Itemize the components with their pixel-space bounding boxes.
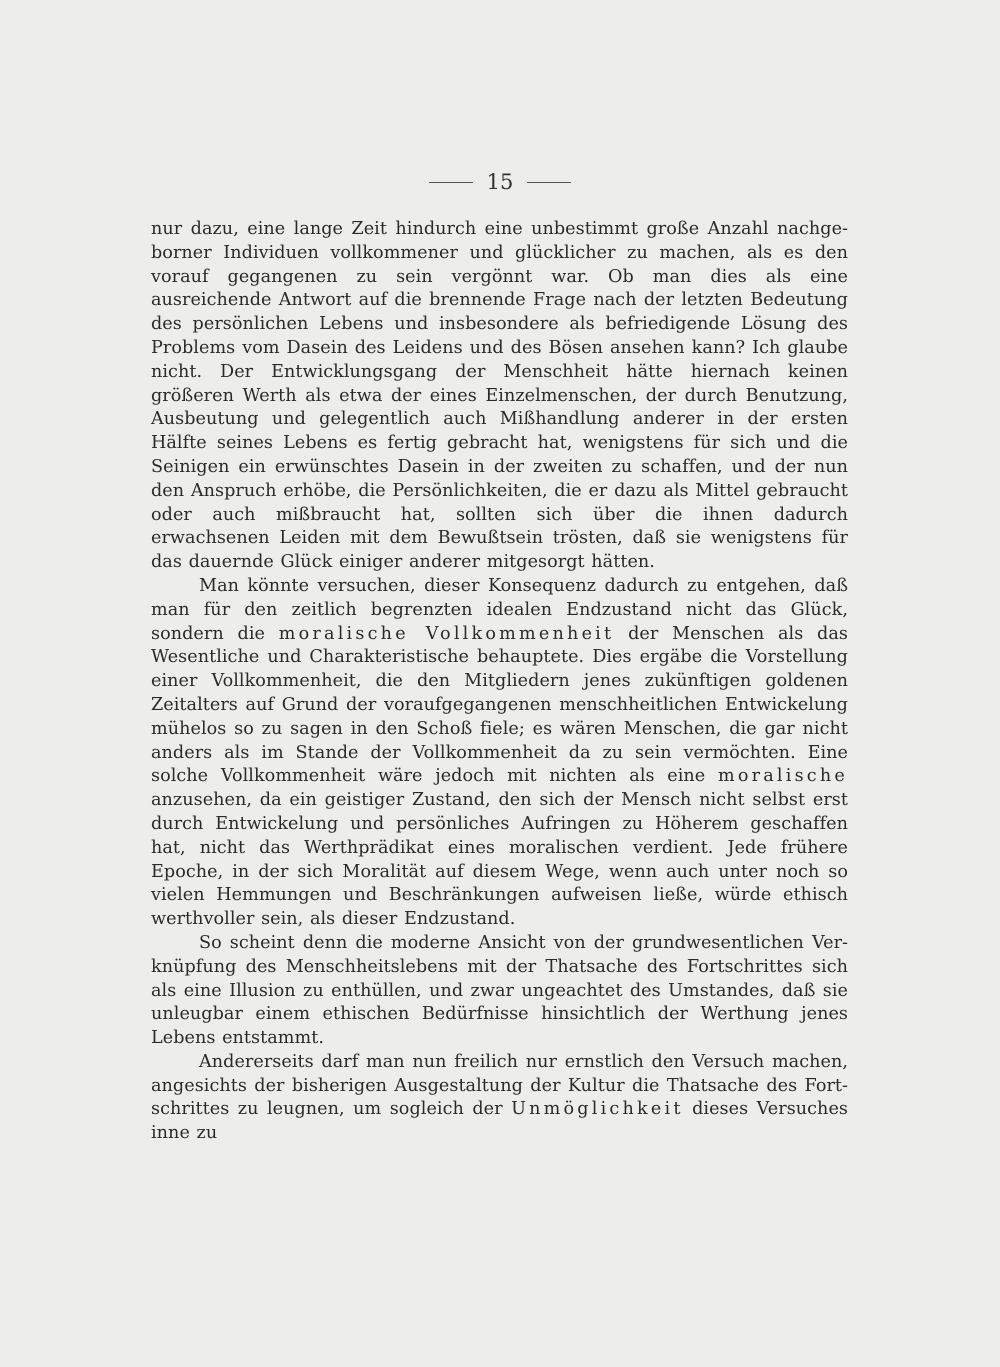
header-rule-right [527,182,571,183]
text-segment: Man könnte versuchen, dieser Konsequenz dadurch zu entgehen, daß man für den zeitlich begrenzten idealen Endzustand nicht das Glück, sondern die [151,575,848,644]
text-body [151,218,848,1146]
text-segment: Andererseits darf man nun freilich nur ernstlich den Versuch machen, angesichts der bisherigen Ausgestaltung der Kultur die Thatsache des Fortschrittes zu leugnen, um sogleich der [151,1051,848,1120]
page-header [0,168,1000,196]
paragraph [151,575,848,932]
header-rule-left [429,182,473,183]
paragraph [151,1051,848,1146]
emphasized-text: moralische [717,766,848,787]
text-segment: der Menschen als das Wesentliche und Charakteristische behauptete. Dies ergäbe die Vorstellung einer Vollkommenheit, die den Mitgliedern jenes zukünftigen goldenen Zeitalters auf Grund der voraufgegangenen menschheitlichen Entwickelung mühelos so zu sagen in den Schoß fiele; es wären Menschen, die gar nicht anders als im Stande der Vollkommenheit da zu sein vermöchten. Eine solche Vollkommenheit wäre jedoch mit nichten als eine [151,623,848,787]
text-segment: dieses Versuches inne zu [151,1099,848,1144]
page-number: 15 [486,170,514,194]
paragraph [151,932,848,1051]
text-segment: nur dazu, eine lange Zeit hindurch eine unbestimmt große Anzahl nachgeborner Individuen vollkommener und glücklicher zu machen, als es den vorauf gegangenen zu sein vergönnt war. Ob man dies als eine ausreichende Antwort auf die brennende Frage nach der letzten Bedeutung des persönlichen Lebens und insbesondere als befriedigende Lösung des Problems vom Dasein des Leidens und des Bösen ansehen kann? Ich glaube nicht. Der Entwicklungsgang der Menschheit hätte hiernach keinen größeren Werth als etwa der eines Einzelmenschen, der durch Benutzung, Ausbeutung und gelegentlich auch Mißhandlung anderer in der ersten Hälfte seines Lebens es fertig gebracht hat, wenigstens für sich und die Seinigen ein erwünschtes Dasein in der zweiten zu schaffen, und der nun den Anspruch erhöbe, die Persönlichkeiten, die er dazu als Mittel gebraucht oder auch mißbraucht hat, sollten sich über die ihnen dadurch erwachsenen Leiden mit dem Bewußtsein trösten, daß sie wenigstens für das dauernde Glück einiger anderer mitgesorgt hätten. [151,219,848,573]
emphasized-text: Unmöglichkeit [511,1099,684,1120]
text-segment: anzusehen, da ein geistiger Zustand, den sich der Mensch nicht selbst erst durch Entwickelung und persönliches Aufringen zu Höherem geschaffen hat, nicht das Werthprädikat eines moralischen verdient. Jede frühere Epoche, in der sich Moralität auf diesem Wege, wenn auch unter noch so vielen Hemmungen und Beschränkungen aufweisen ließe, würde ethisch werthvoller sein, als dieser Endzustand. [151,790,848,930]
emphasized-text: moralische Vollkommenheit [278,623,615,644]
text-segment: So scheint denn die moderne Ansicht von der grundwesentlichen Verknüpfung des Menschheitslebens mit der Thatsache des Fortschrittes sich als eine Illusion zu enthüllen, und zwar ungeachtet des Umstandes, daß sie unleugbar einem ethischen Bedürfnisse hinsichtlich der Werthung jenes Lebens entstammt. [151,932,848,1049]
paragraph [151,218,848,575]
